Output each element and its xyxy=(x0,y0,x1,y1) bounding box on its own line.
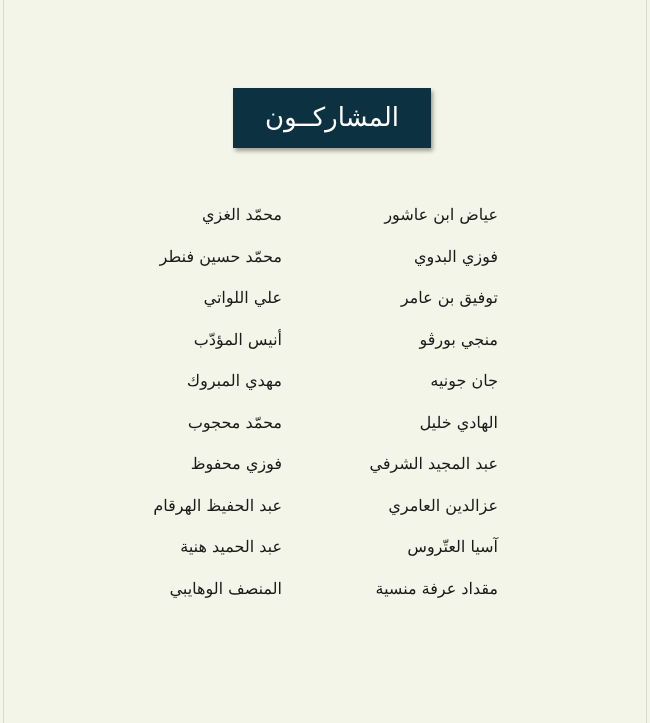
participant-name: عبد الحميد هنية xyxy=(180,537,282,556)
participants-left-column xyxy=(112,196,282,611)
participant-name: توفيق بن عامر xyxy=(400,288,498,307)
participant-name: آسيا العتّروس xyxy=(407,537,498,556)
page-title: المشاركــون xyxy=(265,103,399,133)
participant-name: منجي بورڨو xyxy=(419,329,498,349)
participant-name: جان جونيه xyxy=(430,371,498,390)
participant-name: مقداد عرفة منسية xyxy=(375,578,498,598)
participants-right-column xyxy=(328,196,498,611)
participant-name: فوزي البدوي xyxy=(413,246,498,266)
participant-name: الهادي خليل xyxy=(419,412,498,432)
participant-name: فوزي محفوظ xyxy=(190,454,282,473)
participant-name: المنصف الوهايبي xyxy=(169,578,282,598)
participant-name: عبد المجيد الشرفي xyxy=(369,454,498,473)
participant-name: علي اللواتي xyxy=(203,288,282,307)
title-banner xyxy=(233,88,431,148)
participant-name: محمّد حسين فنطر xyxy=(159,246,282,266)
participant-name: عياض ابن عاشور xyxy=(384,205,498,224)
participant-name: مهدي المبروك xyxy=(186,371,282,390)
participant-name: محمّد محجوب xyxy=(187,412,282,432)
participants-list xyxy=(154,196,504,616)
participant-name: أنيس المؤدّب xyxy=(193,329,282,349)
participant-name: عزالدين العامري xyxy=(388,495,498,515)
participant-name: محمّد الغزي xyxy=(201,205,282,224)
document-page xyxy=(3,0,647,723)
participant-name: عبد الحفيظ الهرقام xyxy=(153,495,282,515)
